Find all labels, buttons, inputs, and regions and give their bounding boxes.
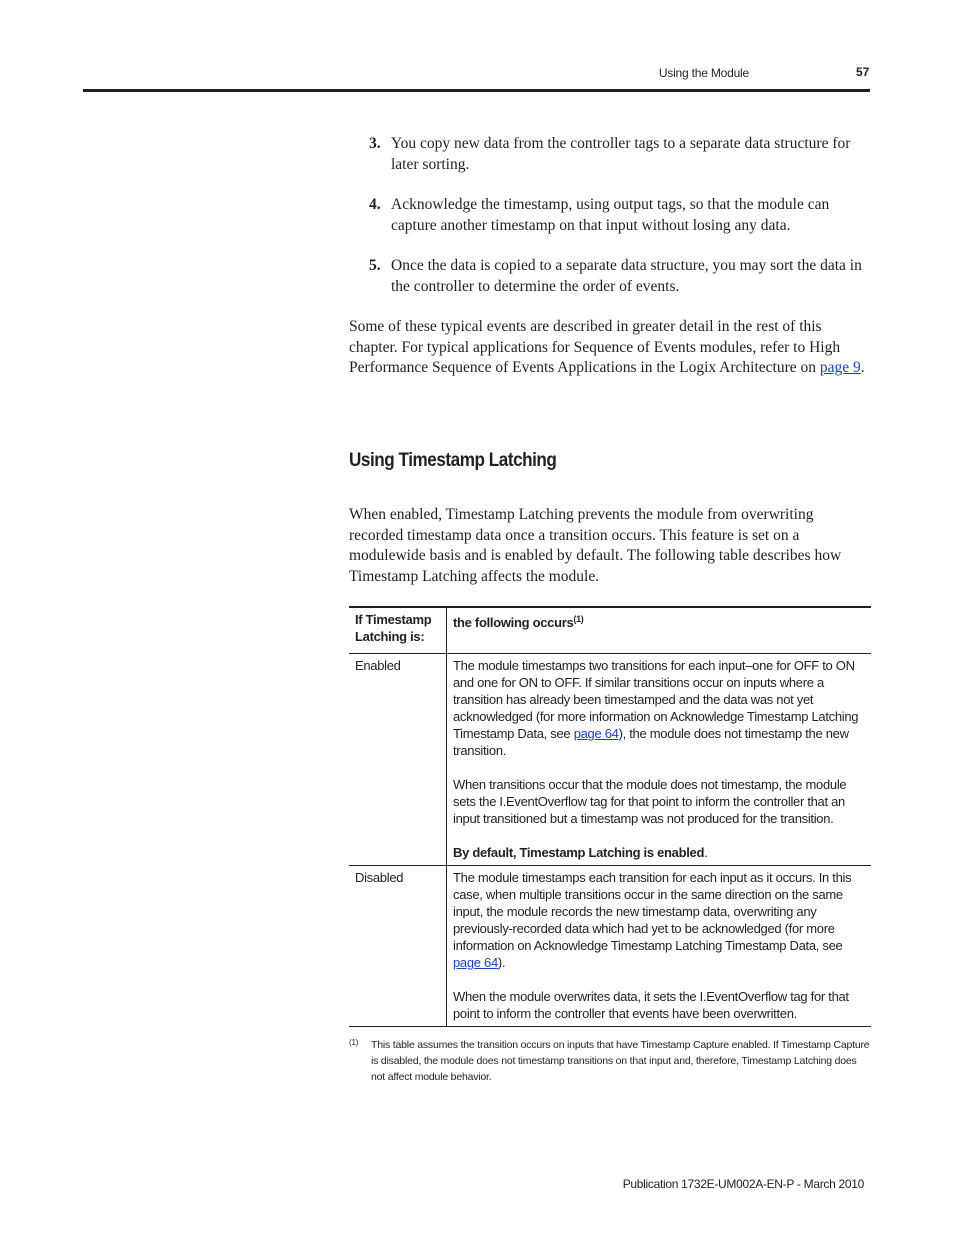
intro-text: Some of these typical events are described in greater detail in the rest of this chapter. For typical applications for Sequence of Events modules, refer to High Performance Sequence of Events Applications in the Logix Architecture on [349,318,841,376]
body-paragraph: When enabled, Timestamp Latching prevents the module from overwriting recorded timestamp data once a transition occurs. This feature is set on a modulewide basis and is enabled by default. The following table describes how Timestamp Latching affects the module. [349,506,842,585]
page-64-link[interactable]: page 64 [453,955,498,970]
step-4 [369,195,869,236]
result-note [453,844,866,861]
running-header-section: Using the Module [658,66,749,80]
default-note-end: . [704,845,708,860]
default-note-bold: By default, Timestamp Latching is enabled [453,845,705,860]
publication-footer: Publication 1732E-UM002A-EN-P - March 2010 [622,1177,864,1191]
step-number: 5. [369,257,381,274]
state-cell: Disabled [349,866,447,1027]
page-number: 57 [856,65,870,79]
header-rule [83,89,870,92]
intro-paragraph [349,317,871,379]
column-header-result-text: the following occurs [453,615,574,630]
footnote-text: This table assumes the transition occurs on inputs that have Timestamp Capture enabled. If Timestamp Capture is disabled, the module does not timestamp transitions on that input and, therefore, Timestamp Latching does not affect module behavior. [371,1039,870,1083]
step-text: Acknowledge the timestamp, using output tags, so that the module can capture another timestamp on that input without losing any data. [391,196,830,234]
result-text-end: ), the module does not timestamp the new transition. [453,726,849,758]
section-heading: Using Timestamp Latching [349,450,557,471]
column-header-state: If Timestamp Latching is: [349,607,447,654]
result-cell [447,654,872,866]
table-row [349,866,871,1027]
result-paragraph: When transitions occur that the module does not timestamp, the module sets the I.EventOverflow tag for that point to inform the controller that an input transitioned but a timestamp was not produced for the transition. [453,777,847,826]
column-header-result [447,607,872,654]
table-header-row [349,607,871,654]
intro-end: . [860,359,865,376]
step-3 [369,134,869,175]
page-9-link[interactable]: page 9 [819,359,861,376]
footnote-mark: (1) [349,1038,359,1047]
step-number: 4. [369,196,381,213]
step-5 [369,256,869,297]
step-number: 3. [369,135,381,152]
timestamp-latching-table [349,606,871,1027]
table-row [349,654,871,866]
result-text: The module timestamps two transitions for each input–one for OFF to ON and one for ON to OFF. If similar transitions occur on inputs where a transition has already been timestamped and the data was not yet acknowledged (for more information on Acknowledge Timestamp Latching Timestamp Data, see [453,658,859,741]
table-footnote [349,1037,871,1085]
result-paragraph [453,869,866,971]
result-cell [447,866,872,1027]
result-text-end: ). [497,955,506,970]
page-64-link[interactable]: page 64 [573,726,619,741]
footnote-reference: (1) [573,614,584,624]
step-text: You copy new data from the controller tags to a separate data structure for later sorting. [391,135,851,173]
result-text: The module timestamps each transition for each input as it occurs. In this case, when multiple transitions occur in the same direction on the same input, the module records the new timestamp data, overwriting any previously-recorded data which had yet to be acknowledged (for more information on Acknowledge Timestamp Latching Timestamp Data, see [453,870,852,953]
result-paragraph [453,657,866,759]
result-paragraph: When the module overwrites data, it sets the I.EventOverflow tag for that point to inform the controller that events have been overwritten. [453,989,849,1021]
state-cell: Enabled [349,654,447,866]
step-text: Once the data is copied to a separate data structure, you may sort the data in the controller to determine the order of events. [391,257,862,295]
